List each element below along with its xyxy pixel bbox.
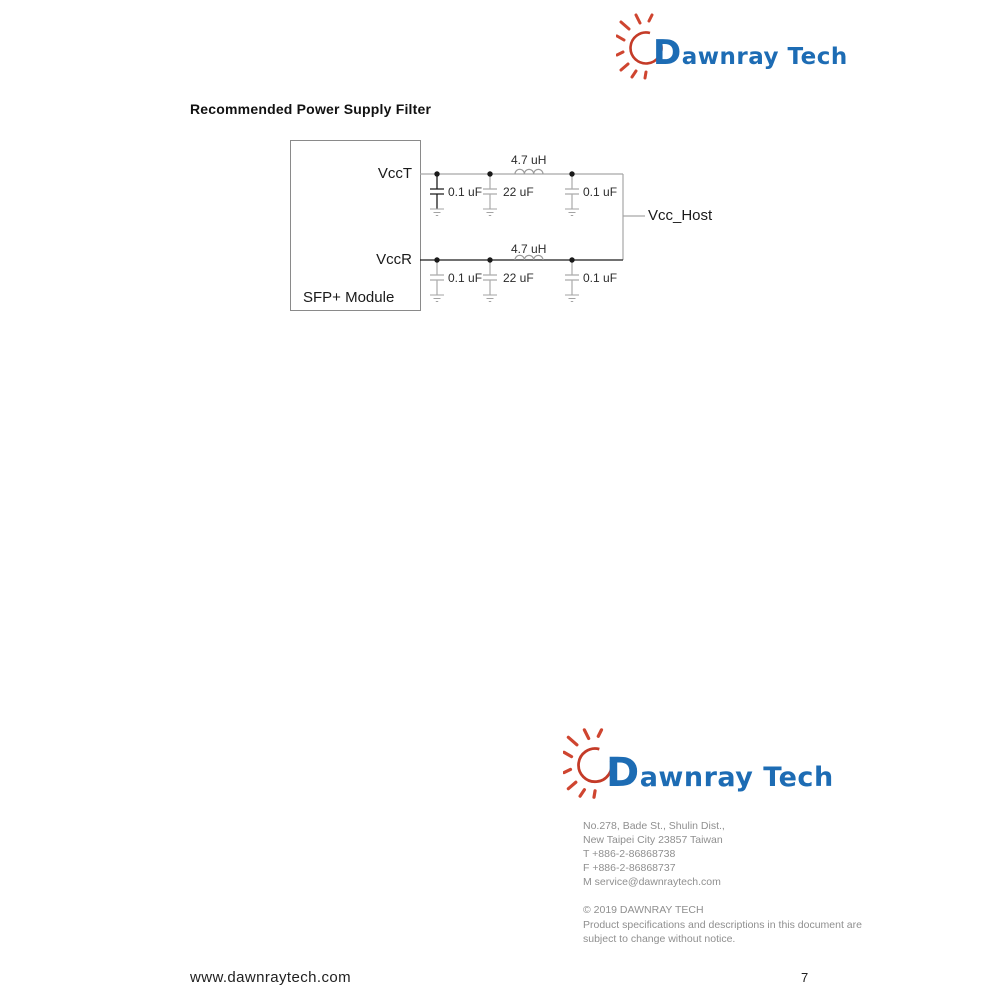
cap-value-label: 22 uF [503, 271, 534, 285]
module-label: SFP+ Module [303, 289, 395, 306]
brand-logo-bottom [563, 726, 834, 800]
page-number: 7 [801, 970, 809, 985]
legal-block [583, 903, 862, 947]
legal-line: subject to change without notice. [583, 933, 736, 945]
contact-line: F +886-2-86868737 [583, 862, 676, 874]
cap-value-label: 0.1 uF [448, 185, 483, 199]
contact-line: New Taipei City 23857 Taiwan [583, 834, 723, 846]
inductor-symbol [515, 169, 543, 174]
brand-logo-top [616, 12, 848, 80]
contact-line: T +886-2-86868738 [583, 848, 676, 860]
contact-line: No.278, Bade St., Shulin Dist., [583, 820, 725, 832]
contact-block [583, 819, 725, 889]
cap-value-label: 22 uF [503, 185, 534, 199]
inductor-value-label: 4.7 uH [511, 242, 547, 256]
brand-name: Dawnray Tech [653, 33, 848, 73]
inductor-value-label: 4.7 uH [511, 153, 547, 167]
brand-name: Dawnray Tech [606, 750, 834, 796]
inductor-symbol [515, 255, 543, 260]
cap-value-label: 0.1 uF [583, 271, 618, 285]
website-link[interactable]: www.dawnraytech.com [190, 969, 351, 986]
ground-symbol [430, 209, 579, 302]
port-label-vcct: VccT [377, 165, 412, 182]
contact-line: M service@dawnraytech.com [583, 876, 721, 888]
cap-value-label: 0.1 uF [583, 185, 618, 199]
legal-line: Product specifications and descriptions in this document are [583, 918, 862, 931]
cap-value-label: 0.1 uF [448, 271, 483, 285]
capacitor-symbol [430, 174, 444, 209]
port-label-vccr: VccR [376, 251, 412, 268]
section-heading: Recommended Power Supply Filter [190, 101, 432, 117]
copyright-line: © 2019 DAWNRAY TECH [583, 904, 704, 916]
host-label: Vcc_Host [648, 207, 713, 224]
